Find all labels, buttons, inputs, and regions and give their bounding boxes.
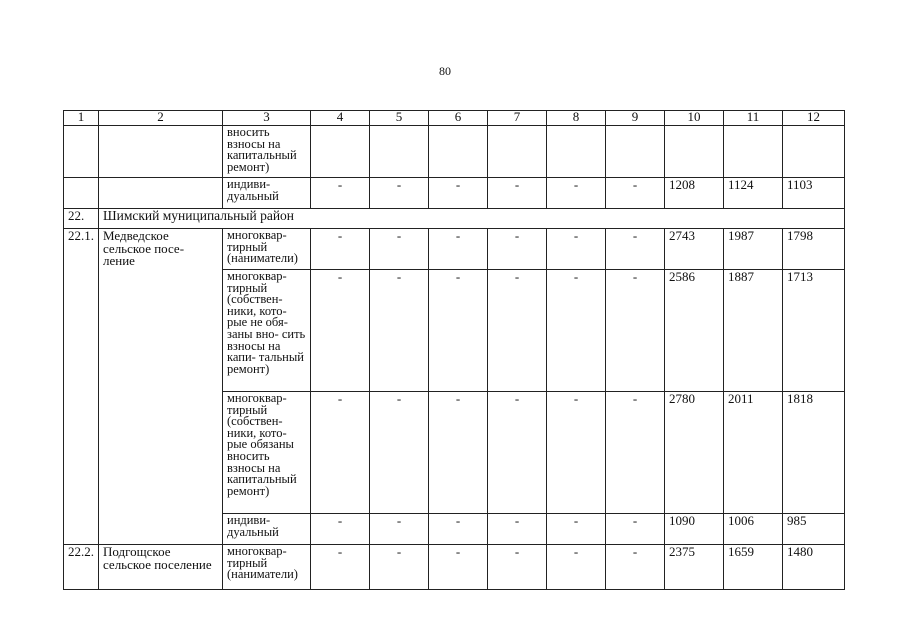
value-cell: 1124: [724, 178, 783, 209]
col-header: 2: [99, 111, 223, 126]
col-header: 3: [223, 111, 311, 126]
dash-cell: -: [606, 229, 665, 270]
value-cell: 2011: [724, 392, 783, 514]
value-cell: 1713: [783, 270, 845, 392]
col-header: 12: [783, 111, 845, 126]
col-header: 8: [547, 111, 606, 126]
value-cell: 2586: [665, 270, 724, 392]
table-row: [64, 545, 845, 590]
settlement-name: Медведское сельское посе- ление: [99, 229, 223, 545]
dash-cell: -: [311, 392, 370, 514]
value-cell: 1480: [783, 545, 845, 590]
dash-cell: -: [370, 229, 429, 270]
dash-cell: -: [606, 545, 665, 590]
row-number: 22.2.: [64, 545, 99, 590]
dash-cell: -: [488, 514, 547, 545]
value-cell: 2375: [665, 545, 724, 590]
value-cell: 2780: [665, 392, 724, 514]
value-cell: 1659: [724, 545, 783, 590]
dash-cell: -: [488, 229, 547, 270]
dash-cell: -: [606, 514, 665, 545]
dash-cell: -: [311, 514, 370, 545]
housing-type: многоквар- тирный (собствен- ники, кото- рые обязаны вносить взносы на капитальный ремонт): [223, 392, 311, 514]
tariff-table: [63, 110, 845, 590]
value-cell: 1090: [665, 514, 724, 545]
col-header: 5: [370, 111, 429, 126]
column-numbers-row: [64, 111, 845, 126]
dash-cell: -: [370, 270, 429, 392]
dash-cell: -: [311, 178, 370, 209]
dash-cell: -: [311, 229, 370, 270]
col-header: 1: [64, 111, 99, 126]
value-cell: 985: [783, 514, 845, 545]
dash-cell: -: [311, 545, 370, 590]
dash-cell: -: [429, 178, 488, 209]
value-cell: 1103: [783, 178, 845, 209]
dash-cell: -: [547, 178, 606, 209]
dash-cell: -: [429, 229, 488, 270]
dash-cell: -: [606, 392, 665, 514]
table-row: [64, 126, 845, 178]
dash-cell: -: [547, 545, 606, 590]
dash-cell: -: [488, 392, 547, 514]
row-number: 22.1.: [64, 229, 99, 545]
dash-cell: -: [429, 545, 488, 590]
value-cell: 1798: [783, 229, 845, 270]
col-header: 4: [311, 111, 370, 126]
housing-type: многоквар- тирный (наниматели): [223, 545, 311, 590]
value-cell: 1887: [724, 270, 783, 392]
housing-type: индиви- дуальный: [223, 514, 311, 545]
dash-cell: -: [547, 514, 606, 545]
value-cell: 1987: [724, 229, 783, 270]
housing-type: индиви- дуальный: [223, 178, 311, 209]
section-title: Шимский муниципальный район: [99, 209, 845, 229]
col-header: 7: [488, 111, 547, 126]
dash-cell: -: [429, 270, 488, 392]
value-cell: 2743: [665, 229, 724, 270]
dash-cell: -: [488, 178, 547, 209]
settlement-name: Подгощское сельское поселение: [99, 545, 223, 590]
page-number: 80: [439, 64, 451, 78]
col-header: 6: [429, 111, 488, 126]
dash-cell: -: [429, 514, 488, 545]
dash-cell: -: [488, 545, 547, 590]
dash-cell: -: [606, 270, 665, 392]
dash-cell: -: [370, 545, 429, 590]
value-cell: 1818: [783, 392, 845, 514]
col-header: 9: [606, 111, 665, 126]
col-header: 11: [724, 111, 783, 126]
dash-cell: -: [547, 229, 606, 270]
dash-cell: -: [370, 514, 429, 545]
dash-cell: -: [370, 392, 429, 514]
value-cell: 1208: [665, 178, 724, 209]
section-number: 22.: [64, 209, 99, 229]
housing-type: многоквар- тирный (собствен- ники, кото- рые не обя- заны вно- сить взносы на капи- тальный ремонт): [223, 270, 311, 392]
col-header: 10: [665, 111, 724, 126]
table-row: [64, 178, 845, 209]
dash-cell: -: [488, 270, 547, 392]
table-row: [64, 229, 845, 270]
dash-cell: -: [547, 392, 606, 514]
section-row: [64, 209, 845, 229]
dash-cell: -: [311, 270, 370, 392]
value-cell: 1006: [724, 514, 783, 545]
dash-cell: -: [370, 178, 429, 209]
dash-cell: -: [429, 392, 488, 514]
housing-type: вносить взносы на капитальный ремонт): [223, 126, 311, 178]
housing-type: многоквар- тирный (наниматели): [223, 229, 311, 270]
dash-cell: -: [547, 270, 606, 392]
dash-cell: -: [606, 178, 665, 209]
